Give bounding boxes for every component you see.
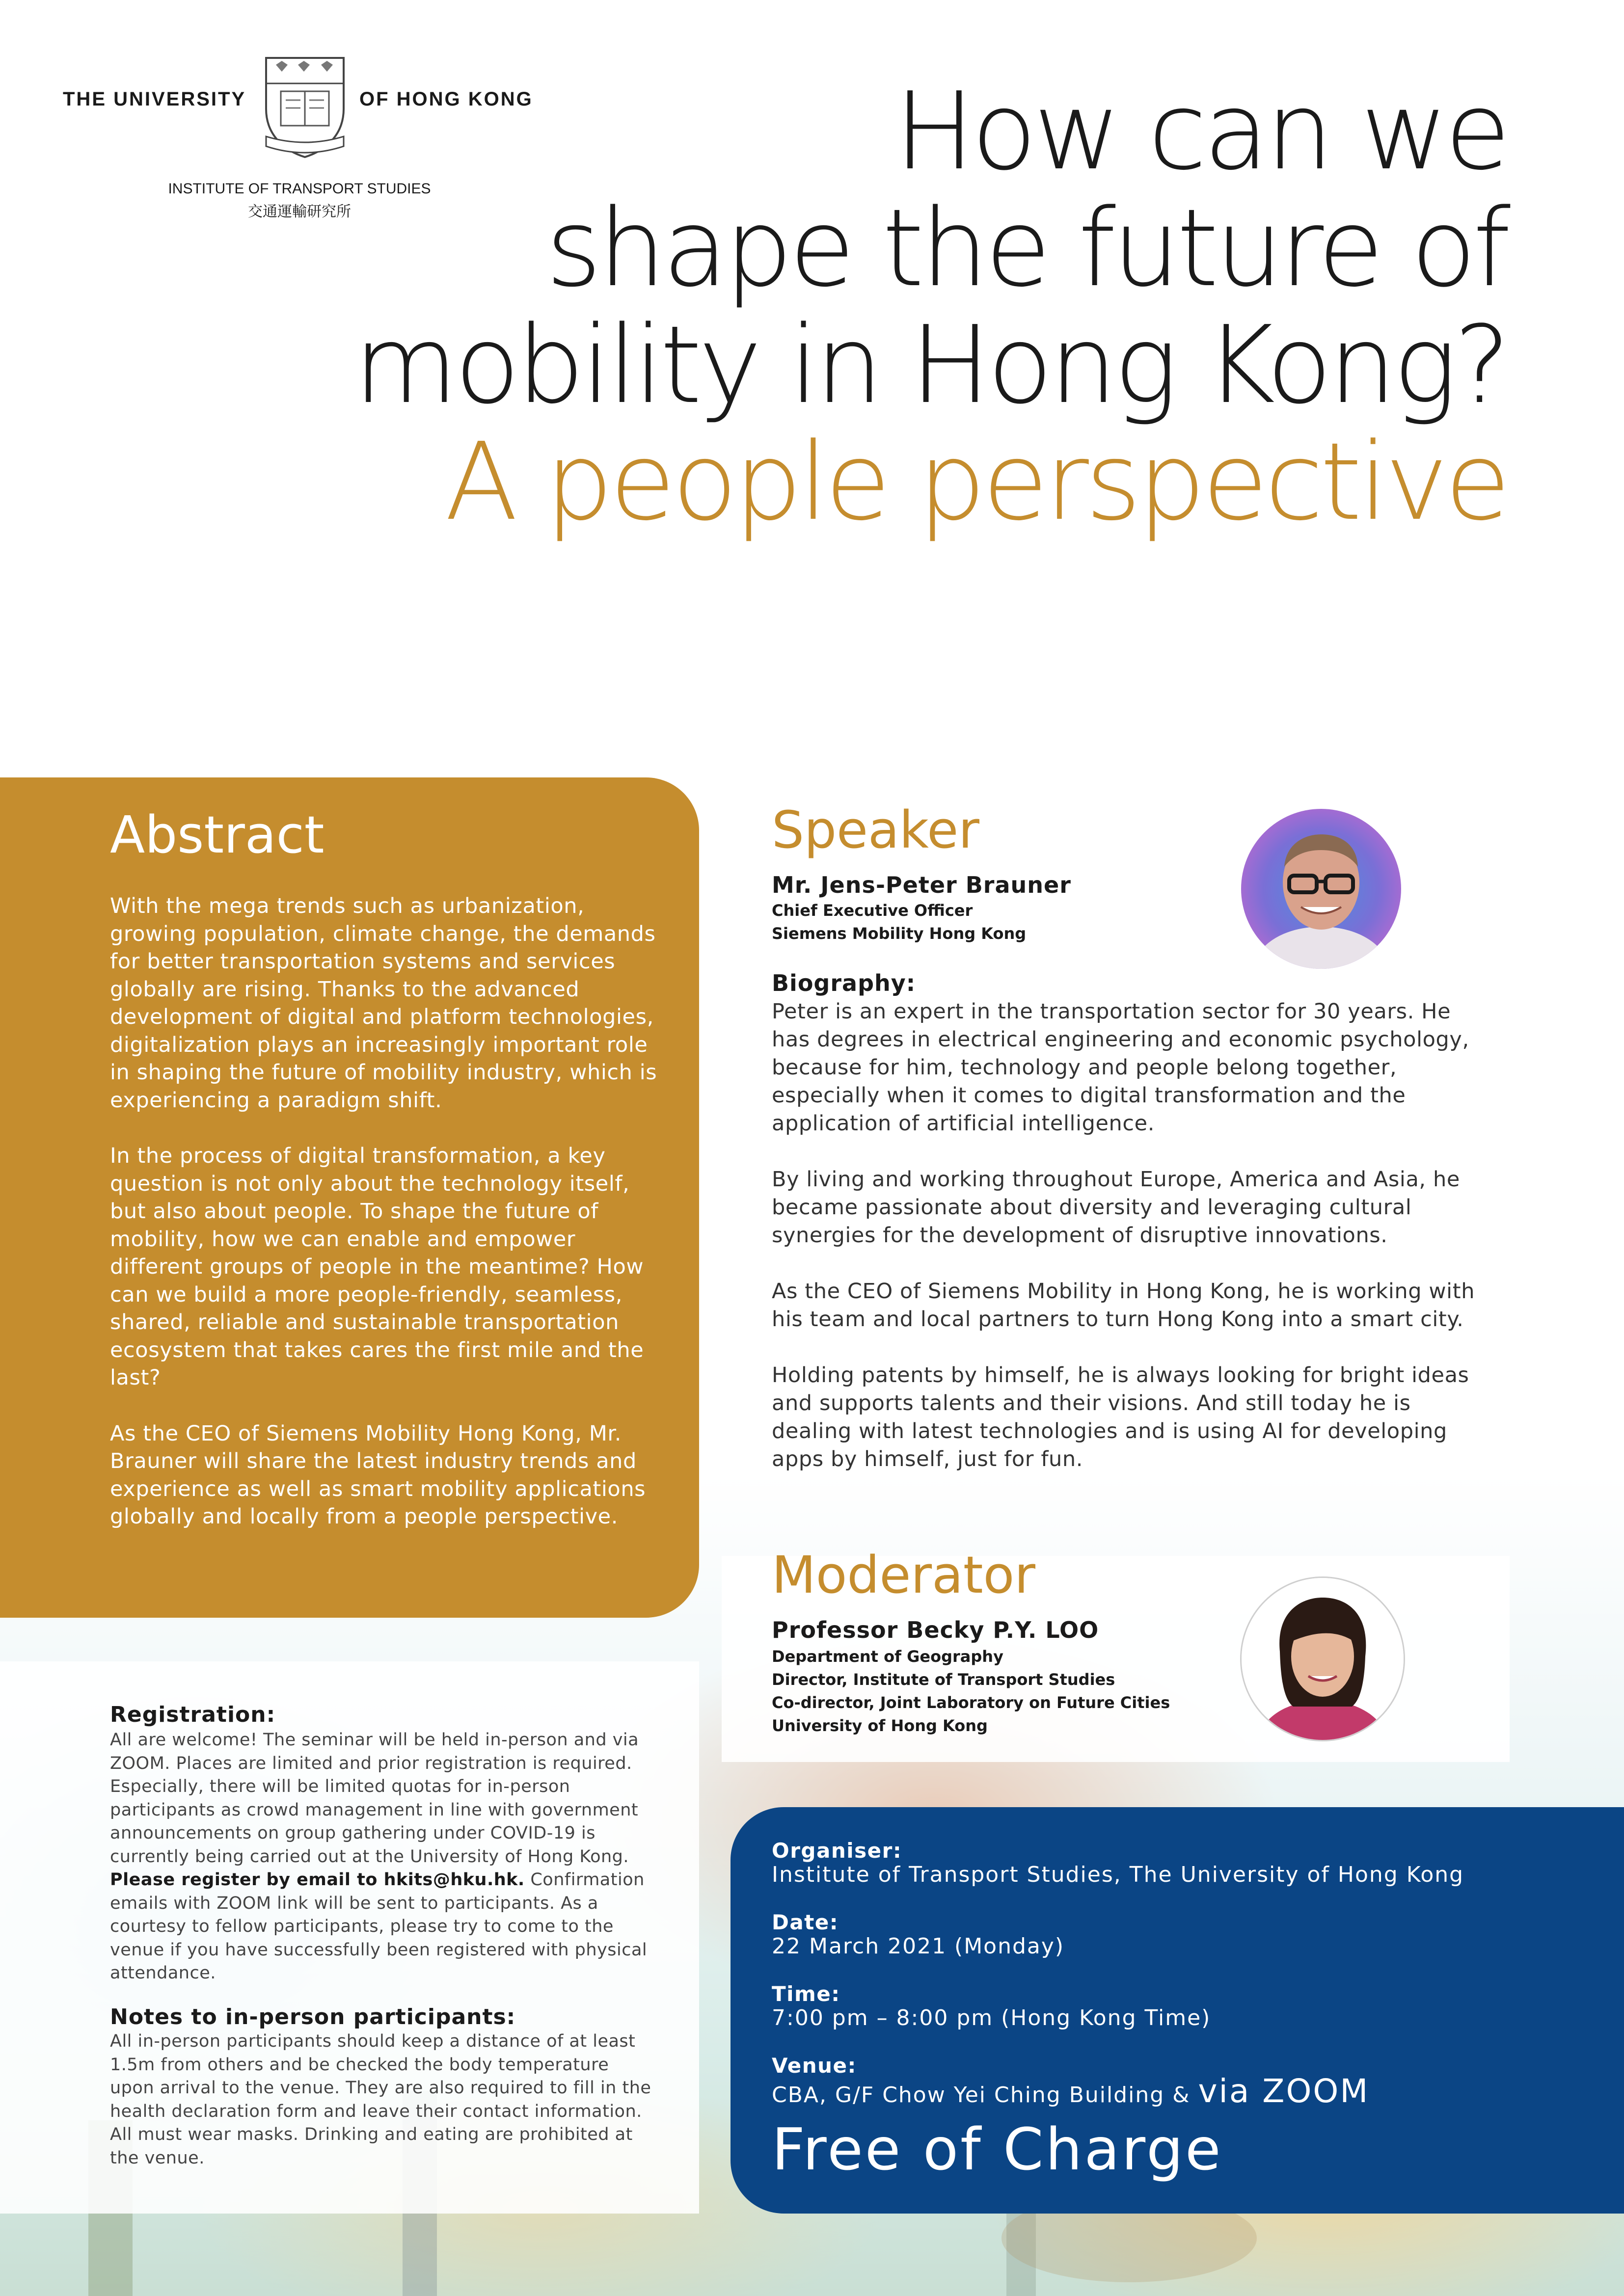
registration-text bbox=[110, 1729, 654, 1985]
time-label: Time: bbox=[772, 1982, 840, 2006]
moderator-role: University of Hong Kong bbox=[772, 1716, 988, 1735]
university-name-right: OF HONG KONG bbox=[359, 88, 533, 110]
registration-text-part: Confirmation emails with ZOOM link will be sent to participants. As a courtesy to fellow participants, please try to come to the venue if you have successfully been registered with physical attendance. bbox=[110, 1870, 648, 1983]
speaker-biography bbox=[772, 998, 1479, 1501]
moderator-role: Department of Geography bbox=[772, 1647, 1003, 1666]
moderator-avatar bbox=[1240, 1576, 1405, 1741]
title-line-2: shape the future of bbox=[545, 187, 1507, 311]
abstract-paragraph: In the process of digital transformation, a key question is not only about the technology itself, but also about people. To shape the future of mobility, how we can enable and empower different groups of people in the meantime? How can we build a more people-friendly, seamless, shared, reliable and sustainable transportation ecosystem that takes cares the first mile and the last? bbox=[110, 1144, 644, 1390]
date-value: 22 March 2021 (Monday) bbox=[772, 1934, 1065, 1959]
page-title bbox=[231, 70, 1507, 544]
title-line-1: How can we bbox=[894, 70, 1507, 194]
institute-name-zh: 交通運輸研究所 bbox=[248, 203, 351, 220]
registration-text-part: All are welcome! The seminar will be held in-person and via ZOOM. Places are limited and prior registration is required. Especially, there will be limited quotas for in-person participants as crowd management in line with government announcements on group gathering under COVID-19 is currently being carried out at the University of Hong Kong. bbox=[110, 1730, 639, 1867]
moderator-heading: Moderator bbox=[772, 1545, 1036, 1605]
moderator-role: Co-director, Joint Laboratory on Future Cities bbox=[772, 1693, 1170, 1712]
free-of-charge: Free of Charge bbox=[772, 2115, 1223, 2183]
biography-paragraph: By living and working throughout Europe, America and Asia, he became passionate about diversity and leveraging cultural synergies for the development of disruptive innovations. bbox=[772, 1167, 1460, 1248]
speaker-role: Chief Executive Officer bbox=[772, 901, 973, 920]
biography-paragraph: As the CEO of Siemens Mobility in Hong Kong, he is working with his team and local partners to turn Hong Kong into a smart city. bbox=[772, 1279, 1475, 1332]
university-name-left: THE UNIVERSITY bbox=[63, 88, 246, 110]
organiser-label: Organiser: bbox=[772, 1839, 902, 1863]
notes-label: Notes to in-person participants: bbox=[110, 2004, 516, 2029]
abstract-body bbox=[110, 892, 665, 1559]
speaker-heading: Speaker bbox=[772, 800, 980, 860]
speaker-avatar bbox=[1241, 809, 1401, 969]
abstract-paragraph: As the CEO of Siemens Mobility Hong Kong, Mr. Brauner will share the latest industry trends and experience as well as smart mobility applications globally and locally from a people perspective. bbox=[110, 1421, 646, 1529]
speaker-company: Siemens Mobility Hong Kong bbox=[772, 924, 1027, 943]
speaker-name: Mr. Jens-Peter Brauner bbox=[772, 872, 1071, 898]
moderator-role: Director, Institute of Transport Studies bbox=[772, 1670, 1115, 1689]
venue-label: Venue: bbox=[772, 2054, 857, 2078]
venue-value bbox=[772, 2072, 1369, 2110]
abstract-heading: Abstract bbox=[110, 805, 325, 865]
registration-label: Registration: bbox=[110, 1702, 276, 1727]
biography-paragraph: Peter is an expert in the transportation sector for 30 years. He has degrees in electrical engineering and economic psychology, because for him, technology and people belong together, especially when it comes to digital transformation and the application of artificial intelligence. bbox=[772, 999, 1469, 1136]
venue-zoom: via ZOOM bbox=[1198, 2072, 1370, 2110]
organiser-value: Institute of Transport Studies, The University of Hong Kong bbox=[772, 1862, 1464, 1887]
moderator-name: Professor Becky P.Y. LOO bbox=[772, 1617, 1099, 1643]
date-label: Date: bbox=[772, 1910, 839, 1934]
title-line-3: mobility in Hong Kong? bbox=[353, 303, 1507, 427]
page-subtitle: A people perspective bbox=[445, 420, 1507, 544]
institute-name-en: INSTITUTE OF TRANSPORT STUDIES bbox=[168, 181, 431, 197]
biography-paragraph: Holding patents by himself, he is always looking for bright ideas and supports talents and their visions. And still today he is dealing with latest technologies and is using AI for developing apps by himself, just for fun. bbox=[772, 1363, 1469, 1471]
notes-text: All in-person participants should keep a distance of at least 1.5m from others and be checked the body temperature upon arrival to the venue. They are also required to fill in the health declaration form and leave their contact information. All must wear masks. Drinking and eating are prohibited at the venue. bbox=[110, 2031, 651, 2168]
biography-label: Biography: bbox=[772, 970, 916, 996]
time-value: 7:00 pm – 8:00 pm (Hong Kong Time) bbox=[772, 2005, 1211, 2030]
registration-email-note: Please register by email to hkits@hku.hk. bbox=[110, 1870, 525, 1890]
venue-location: CBA, G/F Chow Yei Ching Building & bbox=[772, 2082, 1198, 2108]
abstract-paragraph: With the mega trends such as urbanization, growing population, climate change, the demands for better transportation systems and services globally are rising. Thanks to the advanced development of digital and platform technologies, digitalization plays an increasingly important role in shaping the future of mobility industry, which is experiencing a paradigm shift. bbox=[110, 894, 657, 1113]
